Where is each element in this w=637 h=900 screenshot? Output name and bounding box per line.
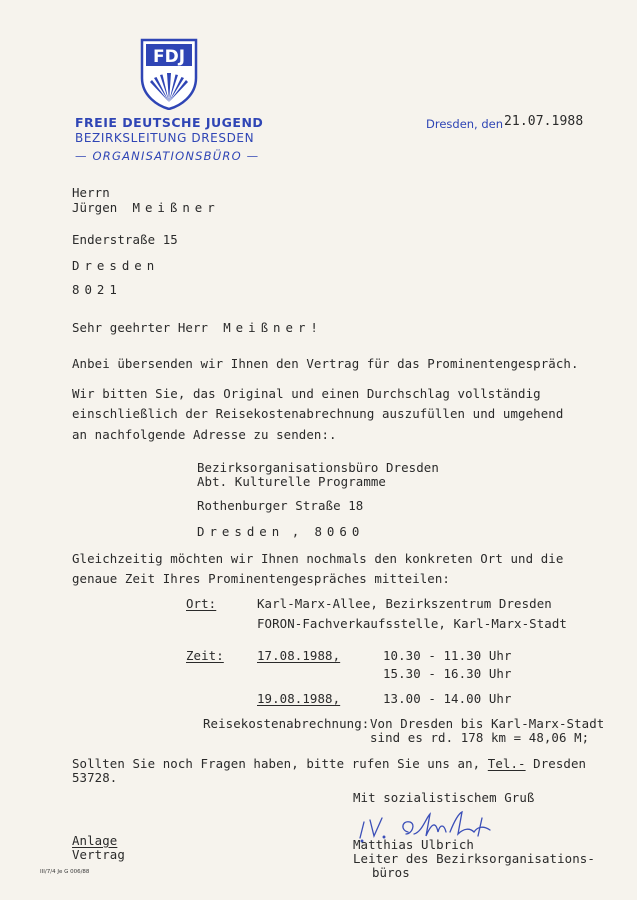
signer-title-1: Leiter des Bezirksorganisations- <box>353 851 595 866</box>
date-1: 17.08.1988, <box>257 648 341 663</box>
signer-title-2: büros <box>372 865 410 880</box>
ort-line-1: Karl-Marx-Allee, Bezirkszentrum Dresden <box>257 596 552 611</box>
address-city: Dresden <box>197 524 285 539</box>
enclosure-item: Vertrag <box>72 847 125 862</box>
letter-date: 21.07.1988 <box>504 114 584 129</box>
time-1a: 10.30 - 11.30 Uhr <box>383 648 512 663</box>
paragraph-3-line-1: Gleichzeitig möchten wir Ihnen nochmals den konkreten Ort und die <box>72 551 564 566</box>
recipient-zip: 8021 <box>72 282 122 297</box>
recipient-salutation: Herrn <box>72 185 110 200</box>
ort-line-2: FORON-Fachverkaufsstelle, Karl-Marx-Stadt <box>257 616 567 631</box>
contact-line-2: 53728. <box>72 770 118 785</box>
travel-line-1: Von Dresden bis Karl-Marx-Stadt <box>370 716 605 731</box>
org-dept: — ORGANISATIONSBÜRO — <box>75 149 260 163</box>
recipient-city: Dresden <box>72 258 160 273</box>
closing-regards: Mit sozialistischem Gruß <box>353 790 535 805</box>
date-prefix: Dresden, den <box>426 117 504 131</box>
address-city-line <box>197 525 364 539</box>
address-line-3: Rothenburger Straße 18 <box>197 498 364 513</box>
time-2: 13.00 - 14.00 Uhr <box>383 691 512 706</box>
greeting: Sehr geehrter Herr Meißner! <box>72 320 318 335</box>
paragraph-1: Anbei übersenden wir Ihnen den Vertrag für das Prominentengespräch. <box>72 356 579 371</box>
time-1b: 15.30 - 16.30 Uhr <box>383 666 512 681</box>
address-sep: , <box>291 524 300 539</box>
recipient-name: Jürgen Meißner <box>72 200 220 215</box>
enclosure-label: Anlage <box>72 833 118 848</box>
fdj-logo-icon <box>140 38 198 110</box>
org-sub: BEZIRKSLEITUNG DRESDEN <box>75 131 255 145</box>
logo-text: FDJ <box>152 47 186 67</box>
travel-label: Reisekostenabrechnung: <box>203 716 370 731</box>
ort-label: Ort: <box>186 596 217 611</box>
paragraph-2-line-1: Wir bitten Sie, das Original und einen Durchschlag vollständig <box>72 386 541 401</box>
address-line-2: Abt. Kulturelle Programme <box>197 474 386 489</box>
contact-line-1: Sollten Sie noch Fragen haben, bitte rufen Sie uns an, Tel.- Dresden <box>72 756 587 771</box>
address-line-1: Bezirksorganisationsbüro Dresden <box>197 460 439 475</box>
org-name: FREIE DEUTSCHE JUGEND <box>75 115 264 130</box>
contact-tel: Tel.- <box>487 756 526 771</box>
signer-name: Matthias Ulbrich <box>353 837 474 852</box>
address-zip: 8060 <box>314 524 365 539</box>
zeit-label: Zeit: <box>186 648 224 663</box>
date-2: 19.08.1988, <box>257 691 341 706</box>
recipient-street: Enderstraße 15 <box>72 232 178 247</box>
paragraph-2-line-2: einschließlich der Reisekostenabrechnung auszufüllen und umgehend <box>72 406 564 421</box>
paragraph-2-line-3: an nachfolgende Adresse zu senden:. <box>72 427 337 442</box>
print-code: III/7/4 Je G 006/88 <box>40 869 90 875</box>
paragraph-3-line-2: genaue Zeit Ihres Prominentengespräches mitteilen: <box>72 571 450 586</box>
travel-line-2: sind es rd. 178 km = 48,06 M; <box>370 730 590 745</box>
